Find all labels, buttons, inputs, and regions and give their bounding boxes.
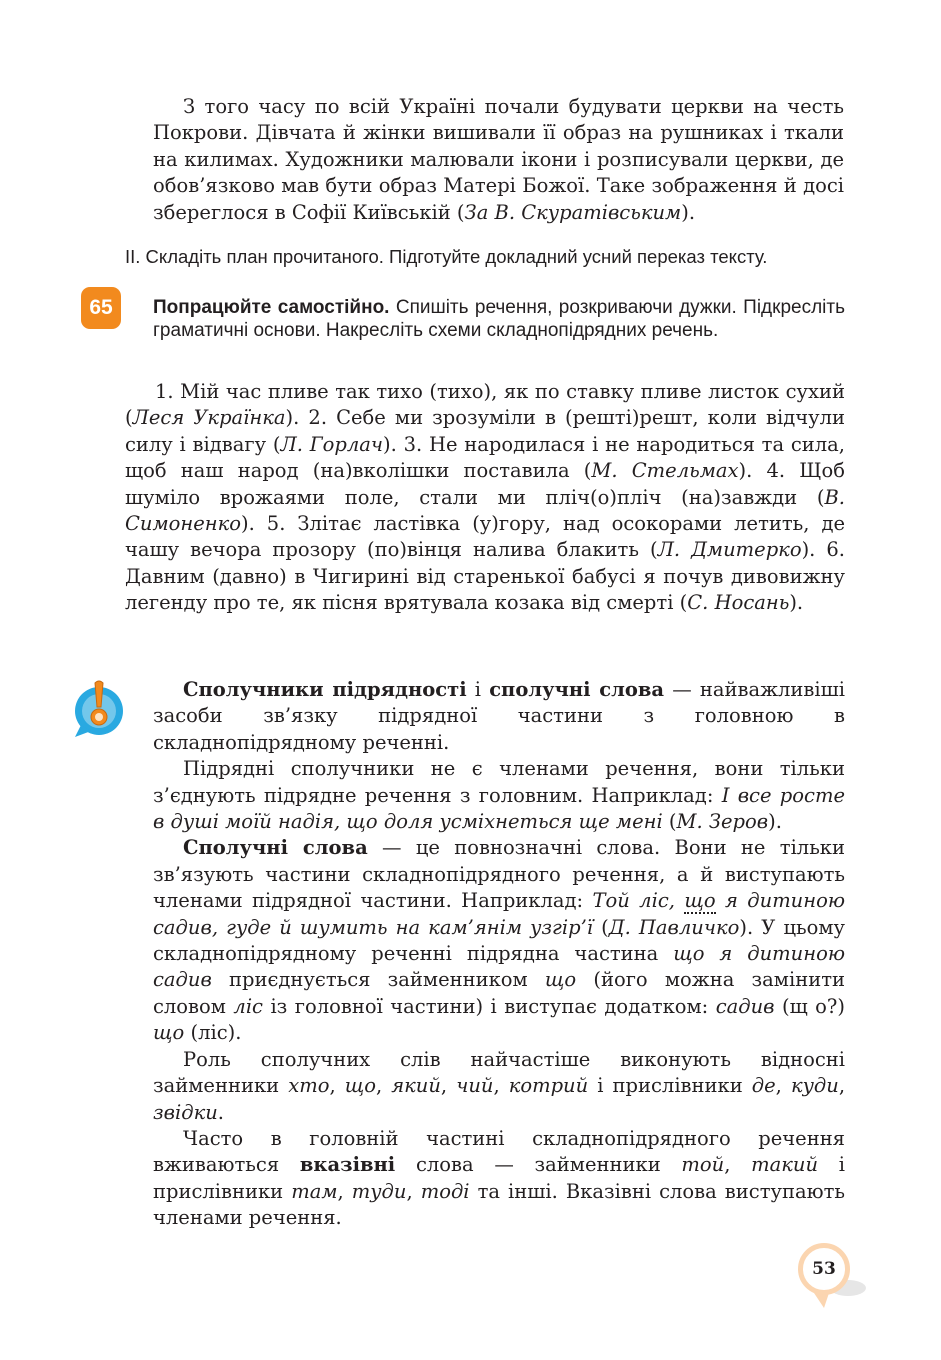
rule-paragraph-4: Роль сполучних слів найчастіше виконують відносні займенники хто, що, який, чий, котрий і прислівники де, куди, звідки. <box>153 1047 846 1124</box>
rule-paragraph-5: Часто в головній частині складнопідрядного речення вживаються вказівні слова — займенники той, такий і прислівники там, туди, тоді та інші. Вказівні слова виступають членами речення. <box>153 1126 846 1230</box>
exercise-number-badge: 65 <box>81 287 121 329</box>
author: М. Стельмах <box>591 459 739 483</box>
author: Л. Горлач <box>280 432 383 456</box>
exercise-sentences: 1. Мій час пливе так тихо (тихо), як по ставку пливе листок сухий (Леся Українка). 2. Себе ми зрозуміли в (решті)решт, коли відчули силу і відвагу (Л. Горлач). 3. Не народилася і не народиться та сила, щоб наш народ (на)вколішки поставила (М. Стельмах). 4. Щоб шуміло врожаями поле, стали ми пліч(о)пліч (на)завжди (В. Симоненко). 5. Злітає ластівка (у)гору, над осокорами летить, де чашу вечора прозору (по)вінця налива блакить (Л. Дмитерко). 6. Давним (давно) в Чигирині від старенької бабусі я почув дивовижну легенду про те, як пісня врятувала козака від смерті (С. Носань). <box>125 380 845 615</box>
author: Л. Дмитерко <box>657 538 802 562</box>
author: С. Носань <box>687 591 790 615</box>
rule-paragraph-2: Підрядні сполучники не є членами речення, вони тільки з’єднують підрядне речення з головним. Наприклад: І все росте в душі моїй надія, що доля усміхнеться ще мені (М. Зеров). <box>153 757 845 834</box>
intro-paragraph: З того часу по всій Україні почали будувати церкви на честь Покрови. Дівчата й жінки вишивали її образ на рушниках і ткали на килимах. Художники малювали ікони і розписували церкви, де обов’язково мав бути образ Матері Божої. Таке зображення й досі збереглося в Софії Київській (За В. Скуратівським). <box>153 95 844 224</box>
rule-paragraph-1: Сполучники підрядності і сполучні слова — найважливіші засоби зв’язку підрядної частини з головною в складнопідрядному реченні. <box>153 678 845 754</box>
exercise-title: Попрацюйте самостійно. <box>153 297 390 318</box>
exclamation-bubble-icon <box>71 677 129 739</box>
rule-block <box>153 677 845 1232</box>
page-number: 53 <box>798 1243 850 1295</box>
underlined-word: що <box>684 889 716 913</box>
intro-source: За В. Скуратівським <box>464 200 682 224</box>
task-2: ІІ. Складіть план прочитаного. Підготуйте докладний усний переказ тексту. <box>125 246 768 267</box>
rule-paragraph-3: Сполучні слова — це повнозначні слова. Вони не тільки зв’язують частини складнопідрядного речення, а й виступають членами підрядної частини. Наприклад: Той ліс, що я дитиною садив, гуде й шумить на кам’янім узгір’ї (Д. Павличко). У цьому складнопідрядному реченні підрядна частина що я дитиною садив приєднується займенником що (його можна замінити словом ліс із головної частини) і виступає додатком: садив (щ о?) що (ліс). <box>153 836 845 1045</box>
author: В. Симоненко <box>125 485 845 536</box>
author: Леся Українка <box>132 406 286 430</box>
exercise-instruction: Попрацюйте самостійно. Спишіть речення, розкриваючи дужки. Підкресліть граматичні основи. Накресліть схеми складнопідрядних речень. <box>153 297 845 341</box>
